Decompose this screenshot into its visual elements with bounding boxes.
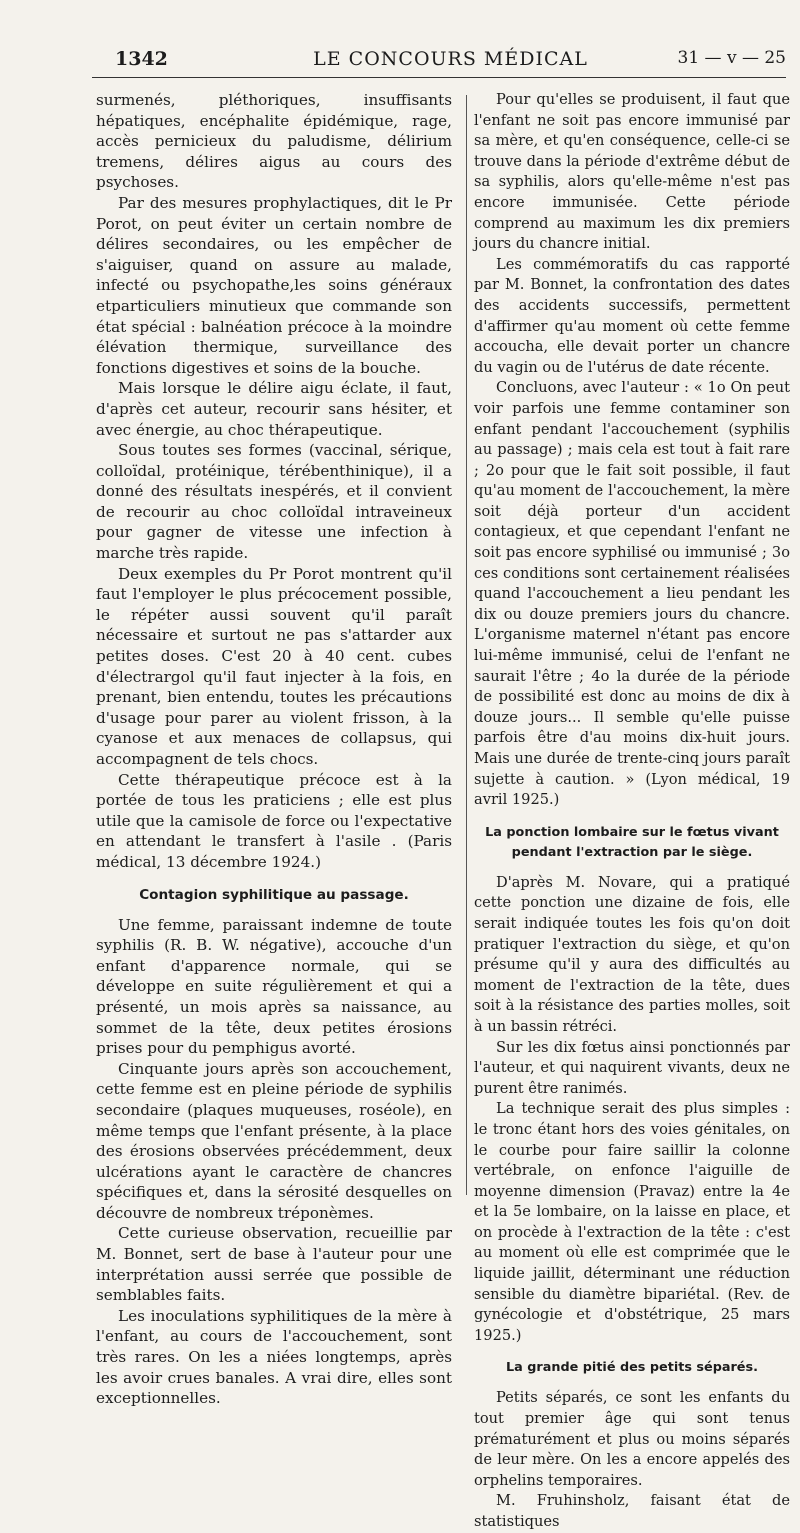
paragraph: Les inoculations syphilitiques de la mère à l'enfant, au cours de l'accouchement, sont très rares. On les a niées longtemps, après les avoir crues banales. A vrai dire, elles sont exceptionnelles. bbox=[96, 1306, 452, 1408]
paragraph: D'après M. Novare, qui a pratiqué cette ponction une dizaine de fois, elle serait indiquée toutes les fois qu'on doit pratiquer l'extraction du siège, et qu'on présume qu'il y aura des difficultés au moment de l'extraction de la tête, dues soit à la résistance des parties molles, soit à un bassin rétréci. bbox=[474, 873, 790, 1035]
section-heading: La grande pitié des petits séparés. bbox=[506, 1360, 758, 1376]
left-column bbox=[96, 90, 452, 1409]
header-rule bbox=[92, 77, 786, 78]
section-heading: La ponction lombaire sur le fœtus vivant pendant l'extraction par le siège. bbox=[485, 824, 779, 860]
paragraph: Les commémoratifs du cas rapporté par M. Bonnet, la confrontation des dates des accidents successifs, permettent d'affirmer qu'au moment où cette femme accoucha, elle devait porter un chancre du vagin ou de l'utérus de date récente. bbox=[474, 255, 790, 376]
section-heading: Contagion syphilitique au passage. bbox=[139, 886, 409, 903]
paragraph: M. Fruhinsholz, faisant état de statistiques bbox=[474, 1492, 790, 1530]
paragraph: Mais lorsque le délire aigu éclate, il faut, d'après cet auteur, recourir sans hésiter, et avec énergie, au choc thérapeutique. bbox=[96, 379, 452, 439]
paragraph: Concluons, avec l'auteur : « 1o On peut voir parfois une femme contaminer son enfant pendant l'accouchement (syphilis au passage) ; mais cela est tout à fait rare ; 2o pour que le fait soit possible, il faut qu'au moment de l'accouchement, la mère soit déjà porteur d'un accident contagieux, et que cependant l'enfant ne soit pas encore syphilisé ou immunisé ; 3o ces conditions sont certainement réalisées quand l'accouchement a lieu pendant les dix ou douze premiers jours du chancre. L'organisme maternel n'étant pas encore lui-même immunisé, celui de l'enfant ne saurait l'être ; 4o la durée de la période de possibilité est donc au moins de dix à douze jours... Il semble qu'elle puisse parfois être d'au moins dix-huit jours. Mais une durée de trente-cinq jours paraît sujette à caution. » (Lyon médical, 19 avril 1925.) bbox=[474, 379, 790, 809]
paragraph: Cette thérapeutique précoce est à la portée de tous les praticiens ; elle est plus utile que la camisole de force ou l'expectative en attendant le transfert à l'asile . (Paris médical, 13 décembre 1924.) bbox=[96, 770, 452, 871]
paragraph: Par des mesures prophylactiques, dit le Pr Porot, on peut éviter un certain nombre de délires secondaires, ou les empêcher de s'aiguiser, quand on assure au malade, infecté ou psychopathe,les soins généraux etparticuliers minutieux que commande son état spécial : balnéation précoce à la moindre élévation thermique, surveillance des fonctions digestives et soins de la bouche. bbox=[96, 193, 452, 377]
paragraph: Sur les dix fœtus ainsi ponctionnés par l'auteur, et qui naquirent vivants, deux ne purent être ranimés. bbox=[474, 1038, 790, 1097]
paragraph: surmenés, pléthoriques, insuffisants hépatiques, encéphalite épidémique, rage, accès pernicieux du paludisme, délirium tremens, délires aigus au cours des psychoses. bbox=[96, 91, 452, 192]
issue-date: 31 — v — 25 bbox=[677, 48, 786, 68]
page-number: 1342 bbox=[115, 48, 168, 70]
paragraph: Sous toutes ses formes (vaccinal, sérique, colloïdal, protéinique, térébenthinique), il a donné des résultats inespérés, et il convient de recourir au choc colloïdal intraveineux pour gagner de vitesse une infection à marche très rapide. bbox=[96, 441, 452, 563]
paragraph: La technique serait des plus simples : le tronc étant hors des voies génitales, on le courbe pour faire saillir la colonne vertébrale, on enfonce l'aiguille de moyenne dimension (Pravaz) entre la 4e et la 5e lombaire, on la laisse en place, et on procède à l'extraction de la tête : c'est au moment où elle est comprimée que le liquide jaillit, déterminant une réduction sensible du diamètre bipariétal. (Rev. de gynécologie et d'obstétrique, 25 mars 1925.) bbox=[474, 1100, 790, 1344]
paragraph: Deux exemples du Pr Porot montrent qu'il faut l'employer le plus précocement possible, le répéter aussi souvent qu'il paraît nécessaire et surtout ne pas s'attarder aux petites doses. C'est 20 à 40 cent. cubes d'électrargol qu'il faut injecter à la fois, en prenant, bien entendu, toutes les précautions d'usage pour parer au violent frisson, à la cyanose et aux menaces de collapsus, qui accompagnent de tels chocs. bbox=[96, 564, 452, 768]
paragraph: Une femme, paraissant indemne de toute syphilis (R. B. W. négative), accouche d'un enfant d'apparence normale, qui se développe en suite régulièrement et qui a présenté, un mois après sa naissance, au sommet de la tête, deux petites érosions prises pour du pemphigus avorté. bbox=[96, 915, 452, 1058]
paragraph: Petits séparés, ce sont les enfants du tout premier âge qui sont tenus prématurément et plus ou moins séparés de leur mère. On les a encore appelés des orphelins temporaires. bbox=[474, 1389, 790, 1489]
column-divider bbox=[466, 95, 467, 1195]
page-header bbox=[115, 48, 786, 76]
journal-title: LE CONCOURS MÉDICAL bbox=[313, 48, 588, 70]
paragraph: Cinquante jours après son accouchement, cette femme est en pleine période de syphilis secondaire (plaques muqueuses, roséole), en même temps que l'enfant présente, à la place des érosions observées précédemment, deux ulcérations ayant le caractère de chancres spécifiques et, dans la sérosité desquelles on découvre de nombreux tréponèmes. bbox=[96, 1059, 452, 1222]
paragraph: Cette curieuse observation, recueillie par M. Bonnet, sert de base à l'auteur pour une interprétation aussi serrée que possible de semblables faits. bbox=[96, 1224, 452, 1305]
paragraph: Pour qu'elles se produisent, il faut que l'enfant ne soit pas encore immunisé par sa mère, et qu'en conséquence, celle-ci se trouve dans la période d'extrême début de sa syphilis, alors qu'elle-même n'est pas encore immunisée. Cette période comprend au maximum les dix premiers jours du chancre initial. bbox=[474, 91, 790, 253]
right-column bbox=[474, 90, 790, 1533]
